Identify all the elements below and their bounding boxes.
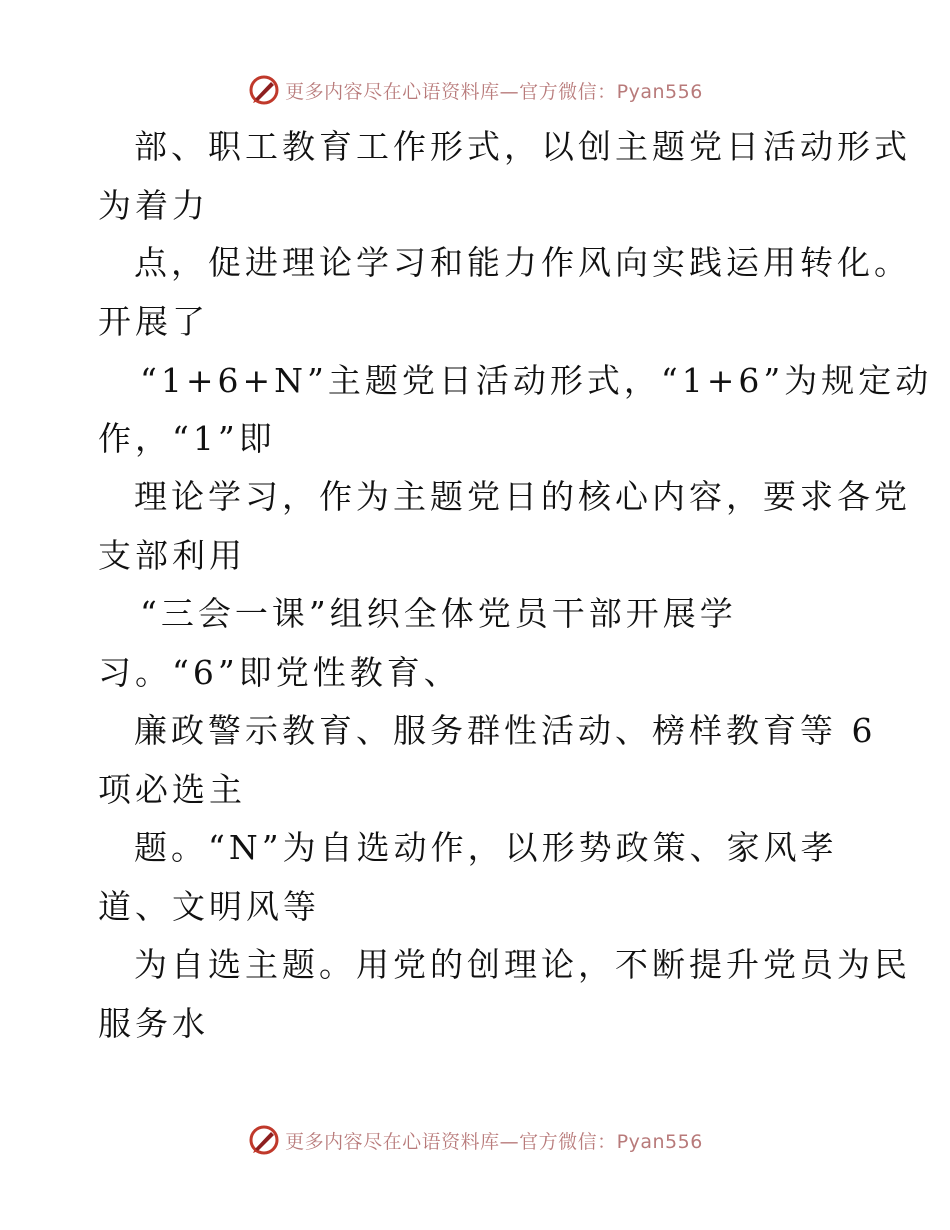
body-line: 支部利用 [98, 536, 246, 575]
body-line: 为着力 [98, 186, 209, 225]
body-line: 部、职工教育工作形式，以创主题党日活动形式 [134, 127, 911, 166]
header-banner [0, 70, 950, 110]
body-line: “三会一课”组织全体党员干部开展学 [140, 594, 737, 633]
body-line: 道、文明风等 [98, 887, 320, 926]
body-line: 点，促进理论学习和能力作风向实践运用转化。 [134, 243, 911, 282]
footer-banner-text: 更多内容尽在心语资料库—官方微信：Pyan556 [285, 1130, 703, 1153]
body-line: 题。“N”为自选动作，以形势政策、家风孝 [134, 828, 838, 867]
pen-circle-logo-icon [247, 1123, 281, 1157]
body-line: 习。“6”即党性教育、 [98, 653, 461, 692]
body-line: 开展了 [98, 302, 209, 341]
header-banner-text: 更多内容尽在心语资料库—官方微信：Pyan556 [285, 80, 703, 103]
body-line: 廉政警示教育、服务群性活动、榜样教育等 6 [134, 711, 877, 750]
pen-circle-logo-icon [247, 73, 281, 107]
body-line: 服务水 [98, 1004, 209, 1043]
body-line: 作，“1”即 [98, 419, 276, 458]
body-line: “1+6+N”主题党日活动形式，“1+6”为规定动 [140, 361, 933, 400]
footer-banner [0, 1120, 950, 1160]
body-line: 项必选主 [98, 770, 246, 809]
body-line: 为自选主题。用党的创理论，不断提升党员为民 [134, 945, 911, 984]
body-line: 理论学习，作为主题党日的核心内容，要求各党 [134, 477, 911, 516]
